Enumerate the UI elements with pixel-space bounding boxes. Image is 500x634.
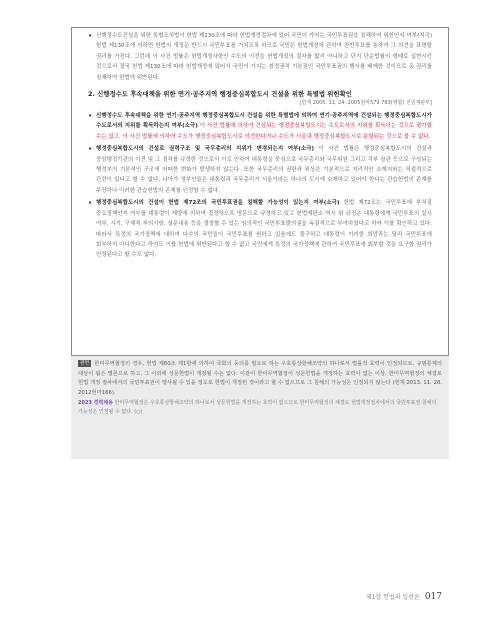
page-footer [366, 592, 442, 602]
bullet-3-title: 행정중심복합도시의 건설이 헌법 제72조의 국민투표권을 침해할 가능성이 있는지 여부(소극) [96, 200, 340, 207]
case-summary-box [71, 27, 449, 356]
section2-bullet-1 [88, 111, 432, 142]
page-number: 017 [424, 592, 442, 602]
bullet-3-text [96, 198, 432, 260]
bullet-2-title: 행정중심복합도시의 건설로 권력구조 및 국무총리의 지위가 변경되는지 여부(소극) [96, 146, 315, 153]
section2-heading: 2. 신행정수도 후속대책을 위한 연기·공주지역 행정중심복합도시 건설을 위한 특별법 위헌확인 [88, 90, 352, 99]
section1-bullet [88, 31, 432, 83]
bullet-3-body: 헌법 제72조는 국민투표에 부쳐질 중요정책인지 여부를 대통령이 재량에 의하여 결정하도록 명문으로 규정하고 있고 헌법재판소 역시 위 규정은 대통령에게 국민투표의 실시 여부, 시기, 구체적 부의사항, 설문내용 등을 결정할 수 있는 임의적인 국민투표발의권을 독점적으로 부여하였다고 하여 이를 확인하고 있다. 따라서 특정의 국가정책에 대하여 다수의 국민들이 국민투표를 원하고 있음에도 불구하고 대통령이 이러한 희망과는 달리 국민투표에 회부하지 아니한다고 하여도 이를 헌법에 위반된다고 할 수 없고 국민에게 특정의 국가정책에 관하여 국민투표에 회부할 것을 요구할 권리가 인정된다고 할 수도 없다. [96, 200, 432, 259]
bullet-icon: • [88, 199, 93, 208]
bullet-1-title: 신행정수도 후속대책을 위한 연기·공주지역 행정중심복합도시 건설을 위한 특별법에 의하여 연기·공주지역에 건설되는 행정중심복합도시가 수도로서의 지위를 획득하는지 여부(소극) [96, 113, 432, 130]
section2-bullet-2 [88, 144, 432, 196]
exam-note-text: 한미무역협정은 우호통상항해조약의 하나로서 성문헌법을 개정하는 효력이 없으므로 한미무역협정의 체결로 헌법개정절차에서의 국민투표권 침해의 가능성은 인정될 수 없다. (○) [78, 400, 437, 416]
section2-citation: [헌재 2005. 11. 24. 2005헌마579 763(병합) 전원재판부] [299, 100, 432, 107]
related-tag: 관련 [80, 361, 90, 366]
related-note-paragraph [78, 360, 442, 398]
bullet-1-body: 이 사건 법률에 의하여 건설되는 행정중심복합도시는 수도로서의 지위를 획득하는 것으로 평가할 수는 없고, 이 사건 법률에 의하여 수도가 행정중심복합도시로 이전한다거나 수도가 서울과 행정중심복합도시로 분할되는 것으로 볼 수 없다. [96, 123, 432, 140]
exam-note [78, 399, 442, 417]
case-summary-content [88, 31, 432, 263]
related-note-box [71, 356, 449, 459]
bullet-1-text [96, 111, 432, 142]
bullet-icon: • [88, 145, 93, 154]
section1-paragraph: 신행정수도건설을 위한 특별조치법이 헌법 제130조에 따라 헌법개정절차에 있어 국민이 가지는 국민투표권을 침해하여 위헌인지 여부(적극) 헌법 제130조에 의하면 헌법의 개정은 반드시 국민투표를 거치도록 하므로 국민은 헌법개정에 관하여 찬반투표를 통하여 그 의견을 표명할 권리를 가진다. 그런데 이 사건 법률은 헌법개정사항인 수도의 이전을 헌법개정의 절차를 밟지 아니하고 단지 단순법률의 형태로 실현시킨 것으로서 결국 헌법 제130조에 따라 헌법개정에 있어서 국민이 가지는 참정권적 기본권인 국민투표권의 행사를 배제한 것이므로 동 권리를 침해하여 헌법에 위반된다. [96, 33, 432, 81]
exam-year-tag: 2023 경력채용 [78, 400, 113, 407]
bullet-icon: • [88, 112, 93, 121]
bullet-2-body: 이 사건 법률은 행정중심복합도시의 건설과 중앙행정기관의 이전 및 그 절차를 규정한 것으로서 이로 인하여 대통령을 중심으로 국무총리와 국무위원 그리고 각부 장관 등으로 구성되는 행정부의 기본적인 구조에 어떠한 변화가 발생하지 않는다. 또한 국무총리의 권한과 위상은 기본적으로 지리적인 소재지와는 직접적으로 관련이 있다고 할 수 없다. 나아가 정부인들은 대통령과 국무총리가 서울이라는 하나의 도시에 소재하고 있어야 한다는 관습헌법의 존재를 주장하나 이러한 관습헌법의 존재를 인정할 수 없다. [96, 146, 433, 194]
related-note-citation: (헌재 2013. 11. 28. 2012헌마166). [78, 380, 442, 396]
chapter-label: 제1장 헌법의 일반론 [365, 594, 420, 601]
bullet-2-text [96, 144, 432, 196]
related-note-text: 한미무역협정의 경우, 헌법 제60조 제1항에 의하여 국회의 동의를 필요로 하는 우호통상항해조약의 하나로서 법률적 효력이 인정되므로, 규범통제의 대상이 됨은 별론으로 하고, 그 이외에 성문헌법이 개정될 수는 없다. 이같이 한미무역협정이 성문헌법을 개정하는 효력이 없는 이상, 한미무역협정의 체결로 헌법 개정 절차에서의 국민투표권이 행사될 수 있을 정도로 헌법이 개정된 것이라고 할 수 없으므로 그 침해의 가능성은 인정되지 않는다 [78, 361, 442, 387]
bullet-icon: • [88, 32, 93, 40]
section2-bullet-3 [88, 198, 432, 260]
